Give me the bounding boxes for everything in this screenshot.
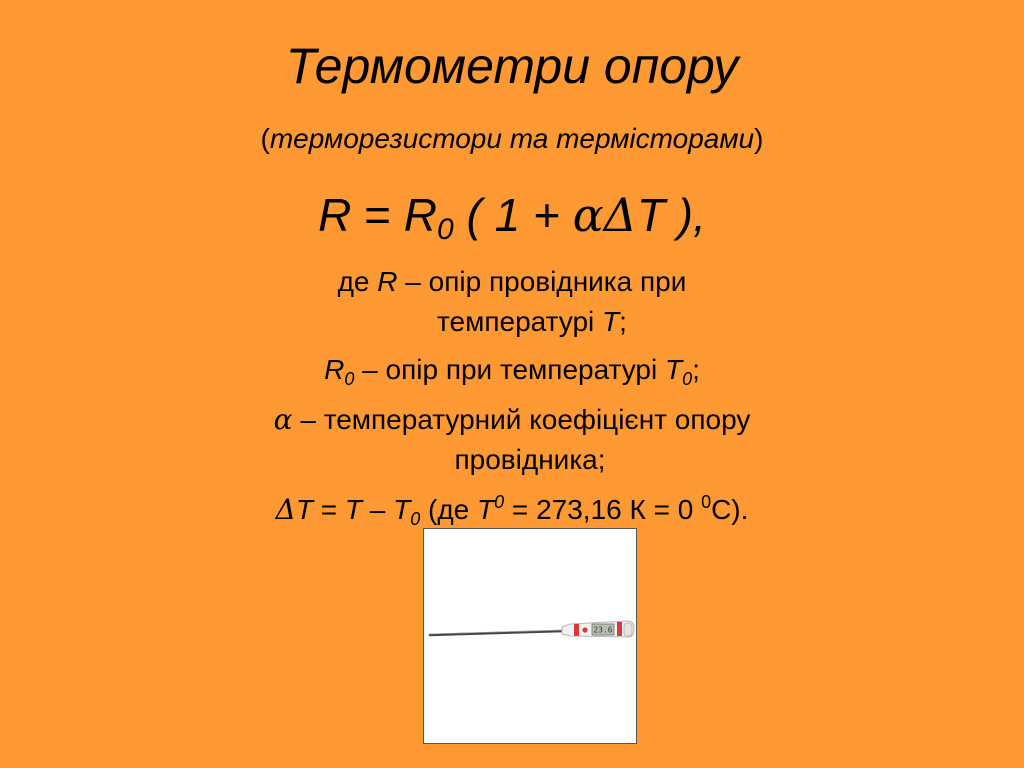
definition-r-prefix: де xyxy=(337,266,378,297)
subtitle-close-paren: ) xyxy=(754,123,764,154)
formula-close: ), xyxy=(665,189,706,241)
definition-r0-dash: – xyxy=(354,354,386,385)
definition-r xyxy=(0,262,1024,302)
thermometer-end-cap xyxy=(624,623,632,636)
subtitle-open-paren: ( xyxy=(260,123,270,154)
formula-r0-subscript: 0 xyxy=(437,213,454,246)
definition-r-cont-var: T xyxy=(602,306,620,337)
definition-delta-t3: T xyxy=(393,494,411,525)
formula-r0: R xyxy=(403,189,437,241)
formula-t: T xyxy=(636,189,665,241)
definition-delta-eq: = xyxy=(312,494,345,525)
definition-r0-sub: 0 xyxy=(344,369,355,389)
definition-r-continued xyxy=(0,302,1024,342)
definition-r0-var2: T xyxy=(664,354,683,385)
definition-r-dash: – xyxy=(397,266,429,297)
definition-delta-t xyxy=(0,490,1024,530)
thermometer-red-band-left xyxy=(574,624,579,636)
slide-subtitle xyxy=(0,122,1024,156)
formula-lhs: R xyxy=(318,189,352,241)
definition-delta-sup: 0 xyxy=(494,492,505,512)
definition-alpha xyxy=(0,400,1024,440)
digital-thermometer-icon xyxy=(424,529,636,743)
definition-delta-t4: T xyxy=(477,494,495,525)
definition-alpha-cont-text: провідника; xyxy=(454,444,606,475)
formula-alpha: α xyxy=(572,188,604,242)
thermometer-button xyxy=(582,627,587,632)
thermometer-photo xyxy=(423,528,637,744)
definition-alpha-dash: – xyxy=(292,404,324,435)
definition-delta-value: = 273,16 К = 0 xyxy=(504,494,702,525)
definition-alpha-text: температурний коефіцієнт опору xyxy=(323,404,751,435)
definition-delta-sup2: 0 xyxy=(701,492,712,512)
formula-delta: Δ xyxy=(603,188,637,242)
definition-r-text: опір провідника при xyxy=(428,266,687,297)
definition-alpha-var: α xyxy=(273,403,293,436)
subtitle-text: терморезистори та термісторами xyxy=(269,123,755,154)
formula-mid: ( 1 + xyxy=(453,189,573,241)
definition-r0-end: ; xyxy=(692,354,700,385)
definition-r0-text: опір при температурі xyxy=(385,354,665,385)
definition-delta-paren: (де xyxy=(420,494,478,525)
definition-delta-t: T xyxy=(295,494,313,525)
resistance-formula xyxy=(0,186,1024,244)
definition-r0 xyxy=(0,350,1024,390)
definition-delta-symbol: Δ xyxy=(275,493,296,526)
formula-equals: = xyxy=(351,189,404,241)
definition-r-var: R xyxy=(377,266,398,297)
definition-delta-end: С). xyxy=(711,494,749,525)
definition-delta-dash: – xyxy=(361,494,394,525)
definition-r0-sub2: 0 xyxy=(682,369,693,389)
definition-r-cont-end: ; xyxy=(619,306,627,337)
definition-delta-sub: 0 xyxy=(410,509,421,529)
slide-title: Термометри опору xyxy=(285,38,739,94)
definition-alpha-continued xyxy=(0,440,1024,480)
thermometer-red-band-right xyxy=(617,622,622,636)
definition-r-cont-text: температурі xyxy=(437,306,603,337)
definition-r0-var: R xyxy=(324,354,345,385)
thermometer-display-value: 23.6 xyxy=(593,625,613,635)
definition-delta-t2: T xyxy=(344,494,362,525)
